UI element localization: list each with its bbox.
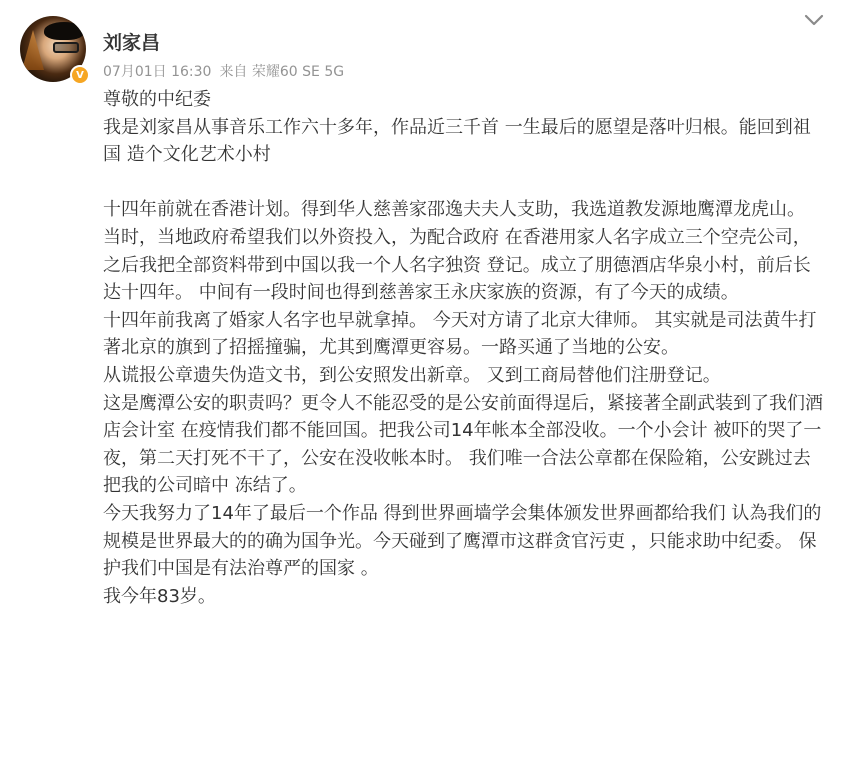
post-blank-line	[103, 169, 828, 197]
post-source: 来自 荣耀60 SE 5G	[219, 64, 345, 80]
avatar-background-shape	[22, 30, 44, 70]
post-line: 今天我努力了14年了最后一个作品 得到世界画墙学会集体颁发世界画都给我们 认為我们的规模是世界最大的的确为国争光。今天碰到了鹰潭市这群贪官污吏 ，只能求助中纪委。 保护我们中国是有法治尊严的国家 。	[103, 502, 822, 580]
post-line: 从谎报公章遗失伪造文书，到公安照发出新章。 又到工商局替他们注册登记。	[103, 364, 721, 386]
post-menu-button[interactable]	[800, 8, 828, 32]
post-line: 这是鹰潭公安的职责吗？更令人不能忍受的是公安前面得逞后，紧接著全副武装到了我们酒店会计室 在疫情我们都不能回国。把我公司14年帐本全部没收。一个小会计 被吓的哭了一夜，第二天打死不干了，公安在没收帐本时。 我们唯一合法公章都在保险箱，公安跳过去把我的公司暗中 冻结了。	[103, 392, 823, 497]
post-body	[103, 86, 828, 610]
post-line: 当时，当地政府希望我们以外资投入，为配合政府 在香港用家人名字成立三个空壳公司，	[103, 226, 811, 248]
post-line: 我是刘家昌从事音乐工作六十多年，作品近三千首 一生最后的愿望是落叶归根。能回到祖国 造个文化艺术小村	[103, 116, 811, 166]
post-line: 十四年前我离了婚家人名字也早就拿掉。 今天对方请了北京大律师。 其实就是司法黄牛打著北京的旗到了招摇撞骗，尤其到鹰潭更容易。一路买通了当地的公安。	[103, 309, 817, 359]
post-line: 十四年前就在香港计划。得到华人慈善家邵逸夫夫人支助，我选道教发源地鹰潭龙虎山。	[103, 199, 805, 221]
avatar-hair	[44, 22, 84, 40]
post-line: 之后我把全部资料带到中国以我一个人名字独资 登记。成立了朋德酒店华泉小村，前后长达十四年。 中间有一段时间也得到慈善家王永庆家族的资源，有了今天的成绩。	[103, 254, 811, 304]
post-time[interactable]: 07月01日 16:30	[103, 64, 212, 80]
post-meta	[103, 61, 352, 81]
verified-badge-icon: V	[70, 65, 90, 85]
username[interactable]: 刘家昌	[103, 32, 161, 54]
avatar-glasses	[53, 42, 79, 53]
chevron-down-icon	[804, 14, 824, 26]
post-line: 我今年83岁。	[103, 585, 216, 607]
post-line: 尊敬的中纪委	[103, 89, 211, 110]
